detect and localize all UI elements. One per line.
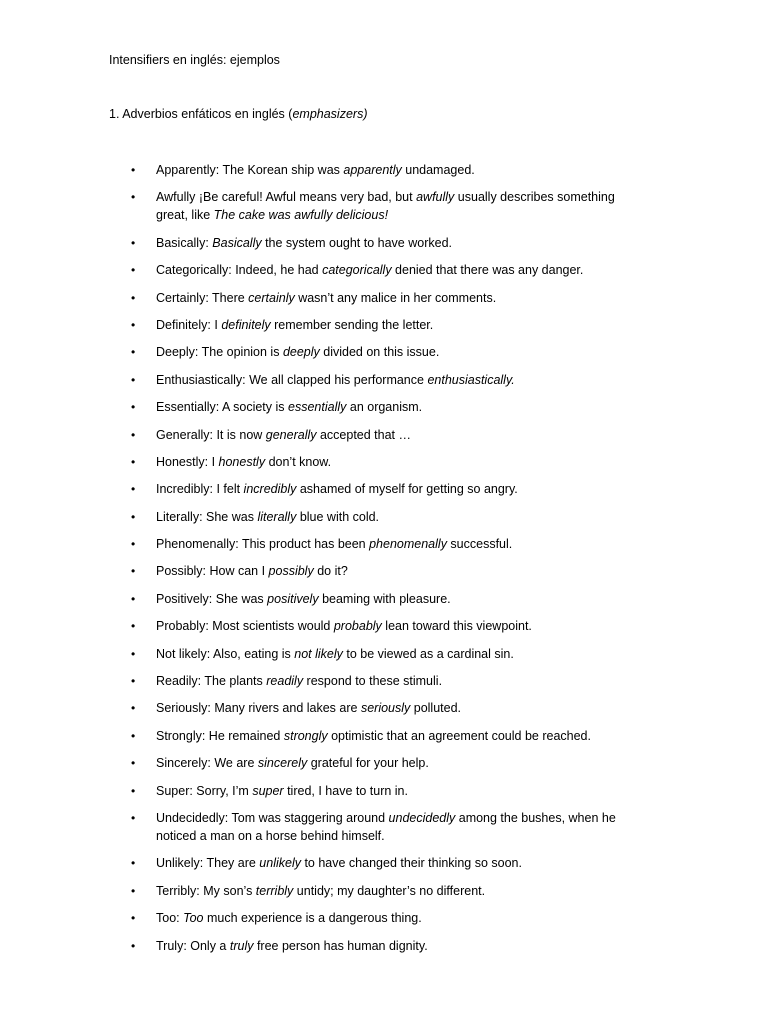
example-emphasis: deeply (282, 345, 320, 360)
list-item (0, 371, 768, 389)
list-item (0, 480, 768, 498)
example-emphasis: readily (266, 674, 304, 689)
list-item (0, 508, 768, 526)
bullet-icon: • (131, 537, 136, 552)
bullet-icon: • (131, 783, 136, 798)
bullet-icon: • (131, 646, 136, 661)
example-text: free person has human dignity. (253, 938, 428, 953)
example-text: wasn’t any malice in her comments. (294, 290, 497, 305)
example-emphasis: strongly (283, 728, 328, 743)
example-emphasis: terribly (255, 883, 294, 898)
list-item (0, 909, 768, 927)
example-emphasis: possibly (268, 564, 314, 579)
bullet-icon: • (131, 235, 136, 250)
section-heading-text: 1. Adverbios enfáticos en inglés ( (109, 107, 293, 121)
example-emphasis: awfully (416, 190, 455, 205)
example-text: Incredibly: I felt (156, 482, 244, 497)
example-emphasis: definitely (221, 317, 271, 332)
example-text: accepted that … (316, 427, 412, 442)
bullet-icon: • (131, 938, 136, 953)
example-text: optimistic that an agreement could be reached. (327, 728, 591, 743)
list-item (0, 727, 768, 745)
bullet-icon: • (131, 454, 136, 469)
example-emphasis: phenomenally (369, 537, 447, 552)
example-text: undamaged. (401, 163, 475, 177)
list-item (0, 234, 768, 252)
example-emphasis: incredibly (243, 482, 297, 497)
bullet-icon: • (131, 163, 136, 177)
example-text: don’t know. (265, 454, 332, 469)
example-emphasis: undecidedly (388, 810, 456, 825)
example-emphasis: The cake was awfully delicious! (213, 208, 389, 223)
example-emphasis: seriously (360, 701, 411, 716)
list-item (0, 617, 768, 635)
section-heading (109, 106, 367, 122)
example-text: to be viewed as a cardinal sin. (342, 646, 514, 661)
example-text: Not likely: Also, eating is (156, 646, 295, 661)
example-emphasis: sincerely (257, 756, 308, 771)
example-text: tired, I have to turn in. (283, 783, 408, 798)
adverb-example-list (0, 161, 768, 964)
example-text: Basically: (156, 235, 213, 250)
example-text: grateful for your help. (307, 756, 429, 771)
example-text: Seriously: Many rivers and lakes are (156, 701, 361, 716)
example-text: Possibly: How can I (156, 564, 269, 579)
bullet-icon: • (131, 911, 136, 926)
example-emphasis: probably (333, 619, 382, 634)
bullet-icon: • (131, 674, 136, 689)
bullet-icon: • (131, 883, 136, 898)
example-text: Truly: Only a (156, 938, 230, 953)
example-text: Probably: Most scientists would (156, 619, 334, 634)
example-text: Too: (156, 911, 184, 926)
document-title: Intensifiers en inglés: ejemplos (109, 53, 280, 67)
list-item (0, 426, 768, 444)
example-text: usually describes something great, like (156, 190, 615, 223)
example-emphasis: generally (265, 427, 317, 442)
example-text: the system ought to have worked. (261, 235, 452, 250)
example-emphasis: Too (183, 911, 204, 926)
example-text: remember sending the letter. (270, 317, 434, 332)
bullet-icon: • (131, 317, 136, 332)
example-emphasis: essentially (288, 400, 347, 415)
example-text: do it? (313, 564, 348, 579)
list-item (0, 289, 768, 307)
bullet-icon: • (131, 509, 136, 524)
list-item (0, 343, 768, 361)
example-text: Phenomenally: This product has been (156, 537, 370, 552)
example-emphasis: truly (229, 938, 254, 953)
example-text: Awfully ¡Be careful! Awful means very bad, but (156, 190, 417, 205)
example-text: Undecidedly: Tom was staggering around (156, 810, 389, 825)
example-text: among the bushes, when he noticed a man on a horse behind himself. (156, 810, 616, 843)
bullet-icon: • (131, 263, 136, 278)
example-text: Unlikely: They are (156, 856, 260, 871)
bullet-icon: • (131, 482, 136, 497)
example-text: Certainly: There (156, 290, 249, 305)
example-text: Positively: She was (156, 591, 268, 606)
bullet-icon: • (131, 345, 136, 360)
list-item (0, 882, 768, 900)
list-item (0, 699, 768, 717)
example-text: polluted. (410, 701, 462, 716)
example-text: Definitely: I (156, 317, 222, 332)
bullet-icon: • (131, 810, 136, 825)
example-text: divided on this issue. (319, 345, 440, 360)
example-text: Strongly: He remained (156, 728, 284, 743)
example-text: untidy; my daughter’s no different. (293, 883, 486, 898)
bullet-icon: • (131, 400, 136, 415)
list-item (0, 854, 768, 872)
list-item (0, 809, 768, 845)
example-text: Literally: She was (156, 509, 258, 524)
section-heading-emphasis: emphasizers) (292, 107, 368, 121)
example-text: denied that there was any danger. (391, 263, 584, 278)
list-item (0, 316, 768, 334)
list-item (0, 562, 768, 580)
list-item (0, 535, 768, 553)
example-text: Honestly: I (156, 454, 219, 469)
example-text: to have changed their thinking so soon. (300, 856, 522, 871)
example-text: an organism. (346, 400, 423, 415)
bullet-icon: • (131, 290, 136, 305)
example-text: Deeply: The opinion is (156, 345, 283, 360)
bullet-icon: • (131, 190, 136, 205)
example-text: beaming with pleasure. (318, 591, 451, 606)
example-text: Super: Sorry, I’m (156, 783, 253, 798)
example-emphasis: categorically (322, 263, 392, 278)
list-item (0, 453, 768, 471)
example-emphasis: unlikely (259, 856, 301, 871)
example-emphasis: honestly (218, 454, 266, 469)
example-emphasis: literally (257, 509, 297, 524)
list-item (0, 188, 768, 224)
bullet-icon: • (131, 427, 136, 442)
example-text: Categorically: Indeed, he had (156, 263, 323, 278)
list-item (0, 261, 768, 279)
example-text: Generally: It is now (156, 427, 266, 442)
example-text: Enthusiastically: We all clapped his performance (156, 372, 428, 387)
list-item (0, 161, 768, 179)
example-emphasis: apparently (343, 163, 402, 177)
example-emphasis: certainly (248, 290, 295, 305)
example-text: respond to these stimuli. (303, 674, 443, 689)
bullet-icon: • (131, 564, 136, 579)
bullet-icon: • (131, 591, 136, 606)
example-text: successful. (446, 537, 513, 552)
bullet-icon: • (131, 756, 136, 771)
example-text: ashamed of myself for getting so angry. (296, 482, 518, 497)
bullet-icon: • (131, 619, 136, 634)
list-item (0, 754, 768, 772)
example-emphasis: Basically (212, 235, 262, 250)
example-text: Sincerely: We are (156, 756, 258, 771)
list-item (0, 645, 768, 663)
example-emphasis: enthusiastically. (427, 372, 515, 387)
example-text: Readily: The plants (156, 674, 267, 689)
example-emphasis: positively (267, 591, 319, 606)
example-text: Terribly: My son’s (156, 883, 256, 898)
list-item (0, 398, 768, 416)
list-item (0, 937, 768, 955)
list-item (0, 590, 768, 608)
list-item (0, 782, 768, 800)
bullet-icon: • (131, 856, 136, 871)
bullet-icon: • (131, 372, 136, 387)
example-emphasis: not likely (294, 646, 343, 661)
example-text: Essentially: A society is (156, 400, 289, 415)
example-text: lean toward this viewpoint. (381, 619, 532, 634)
example-emphasis: super (252, 783, 284, 798)
list-item (0, 672, 768, 690)
bullet-icon: • (131, 728, 136, 743)
example-text: blue with cold. (296, 509, 380, 524)
example-text: Apparently: The Korean ship was (156, 163, 344, 177)
bullet-icon: • (131, 701, 136, 716)
example-text: much experience is a dangerous thing. (203, 911, 422, 926)
